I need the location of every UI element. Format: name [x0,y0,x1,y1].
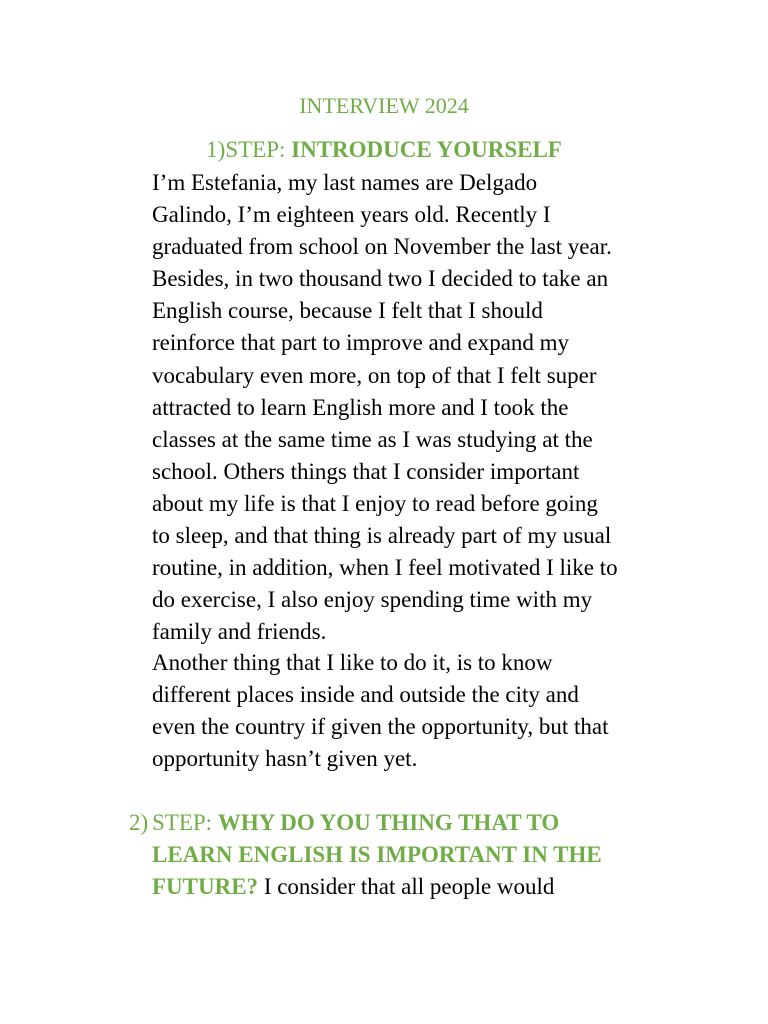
step1-title: INTRODUCE YOURSELF [291,137,562,162]
step1-label: STEP: [225,137,292,162]
step2-answer-start: I consider that all people would [258,874,555,899]
paragraph-line: reinforce that part to improve and expand my [152,330,570,356]
paragraph-line: Besides, in two thousand two I decided to take an [152,266,609,292]
paragraph-line: school. Others things that I consider important [152,458,580,484]
paragraph-line: family and friends. [152,619,327,645]
paragraph-line: even the country if given the opportunity, but that [152,714,609,740]
step2-title-part-2: LEARN ENGLISH IS IMPORTANT IN THE [152,842,602,867]
paragraph-line: about my life is that I enjoy to read before going [152,490,598,516]
paragraph-line: attracted to learn English more and I took the [152,394,569,420]
paragraph-line: different places inside and outside the city and [152,682,579,708]
paragraph-line: Another thing that I like to do it, is to know [152,650,553,675]
step2-label: STEP: [152,810,218,835]
step1-number: 1) [206,137,226,162]
step2-heading-line-1 [129,807,689,839]
step2-section [129,807,689,903]
step2-number: 2) [129,810,149,835]
paragraph-line: classes at the same time as I was studying at the [152,426,593,452]
step2-heading-line-3 [129,871,689,903]
paragraph-line: Galindo, I’m eighteen years old. Recently I [152,202,551,228]
step1-paragraph-1 [152,167,672,648]
paragraph-line: vocabulary even more, on top of that I felt super [152,362,597,388]
paragraph-line: English course, because I felt that I should [152,298,543,324]
paragraph-line: graduated from school on November the last year. [152,234,612,260]
step2-heading-line-2 [129,839,689,871]
paragraph-line: to sleep, and that thing is already part of my usual [152,523,612,549]
paragraph-line: I’m Estefania, my last names are Delgado [152,170,538,195]
step2-title-part-3: FUTURE? [152,874,259,899]
document-title: INTERVIEW 2024 [299,93,469,118]
paragraph-line: do exercise, I also enjoy spending time with my [152,587,593,613]
paragraph-line: opportunity hasn’t given yet. [152,746,418,772]
step1-paragraph-2 [152,647,672,775]
step1-heading [0,135,768,165]
paragraph-line: routine, in addition, when I feel motivated I like to [152,555,618,581]
step2-title-part-1: WHY DO YOU THING THAT TO [217,810,560,835]
